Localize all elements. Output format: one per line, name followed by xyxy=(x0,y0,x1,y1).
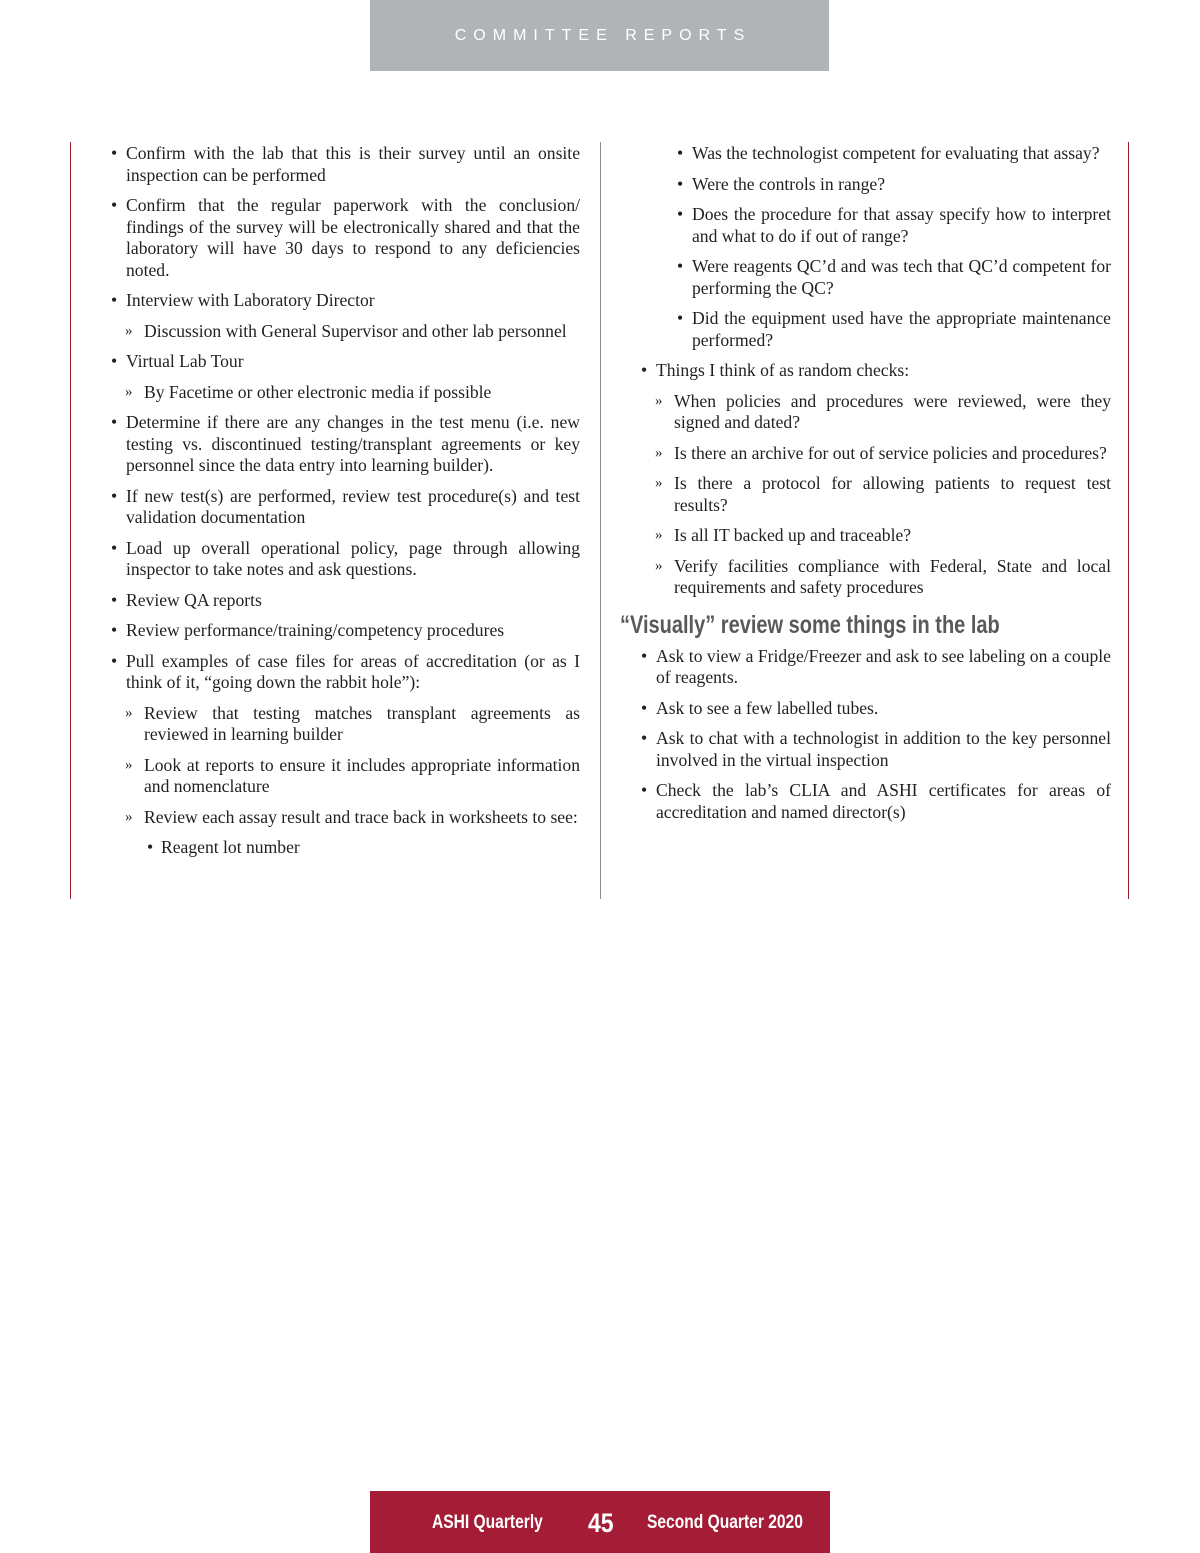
chevron-marker: » xyxy=(125,383,133,400)
page-number: 45 xyxy=(588,1508,614,1538)
sub-list-item xyxy=(622,525,1111,547)
list-item-text: Check the lab’s CLIA and ASHI certificates for areas of accreditation and named director(s) xyxy=(656,780,1111,822)
list-item-text: When policies and procedures were reviewed, were they signed and dated? xyxy=(674,390,1111,432)
sub-list-item xyxy=(108,382,580,404)
list-item-text: If new test(s) are performed, review test procedure(s) and test validation documentation xyxy=(126,485,580,527)
chevron-marker: » xyxy=(655,557,663,574)
sub-list-item xyxy=(622,556,1111,599)
list-item-text: Review each assay result and trace back in worksheets to see: xyxy=(144,806,578,827)
list-item-text: By Facetime or other electronic media if possible xyxy=(144,381,492,402)
list-item-text: Ask to see a few labelled tubes. xyxy=(656,697,879,718)
list-item xyxy=(622,698,1111,720)
list-item-text: Review that testing matches transplant agreements as reviewed in learning builder xyxy=(144,702,580,744)
list-item xyxy=(108,195,580,281)
publication-name: ASHI Quarterly xyxy=(432,1512,543,1533)
sub-list-item xyxy=(622,391,1111,434)
bullet-marker: • xyxy=(111,620,118,640)
list-item xyxy=(622,360,1111,382)
list-item xyxy=(622,646,1111,689)
bullet-marker: • xyxy=(677,204,684,224)
bullet-marker: • xyxy=(111,351,118,371)
list-item xyxy=(108,651,580,694)
bullet-marker: • xyxy=(111,589,118,610)
sub-sub-list-item xyxy=(622,308,1111,351)
list-item-text: Confirm that the regular paperwork with the conclusion/ findings of the survey will be electronically shared and that the laboratory will have 30 days to respond to any deficiencies noted. xyxy=(126,195,580,280)
sub-list-item xyxy=(622,443,1111,465)
list-item-text: Were the controls in range? xyxy=(692,173,886,194)
sub-sub-list-item xyxy=(622,174,1111,196)
list-item-text: Did the equipment used have the appropriate maintenance performed? xyxy=(692,308,1111,350)
list-item-text: Ask to chat with a technologist in addition to the key personnel involved in the virtual inspection xyxy=(656,728,1111,770)
list-item-text: Is there a protocol for allowing patients to request test results? xyxy=(674,473,1111,515)
sub-sub-list-item xyxy=(622,143,1111,165)
sub-sub-list-item xyxy=(622,256,1111,299)
bullet-marker: • xyxy=(147,837,154,857)
list-item-text: Things I think of as random checks: xyxy=(656,360,910,380)
bullet-marker: • xyxy=(641,645,648,666)
sub-list-item xyxy=(108,703,580,746)
bullet-marker: • xyxy=(641,728,648,748)
list-item xyxy=(108,538,580,581)
list-item-text: Is there an archive for out of service policies and procedures? xyxy=(674,442,1107,463)
list-item-text: Virtual Lab Tour xyxy=(126,351,244,371)
chevron-marker: » xyxy=(655,527,663,543)
bullet-marker: • xyxy=(641,697,648,718)
left-column xyxy=(108,143,580,868)
sub-list-item xyxy=(108,755,580,798)
bullet-marker: • xyxy=(111,537,118,558)
issue-date: Second Quarter 2020 xyxy=(647,1512,803,1533)
chevron-marker: » xyxy=(125,808,133,825)
sub-list-item xyxy=(108,807,580,829)
sub-list-item xyxy=(108,321,580,343)
bullet-marker: • xyxy=(111,290,118,310)
bullet-marker: • xyxy=(111,412,118,432)
footer-bar xyxy=(370,1491,830,1553)
list-item-text: Is all IT backed up and traceable? xyxy=(674,525,912,545)
left-margin-rule xyxy=(70,142,71,899)
right-margin-rule xyxy=(1128,142,1129,899)
list-item-text: Reagent lot number xyxy=(161,837,300,857)
list-item-text: Interview with Laboratory Director xyxy=(126,290,375,310)
list-item xyxy=(108,351,580,373)
right-column xyxy=(622,143,1111,832)
list-item xyxy=(108,590,580,612)
list-item xyxy=(622,728,1111,771)
bullet-marker: • xyxy=(677,256,684,276)
list-item-text: Was the technologist competent for evaluating that assay? xyxy=(692,143,1100,163)
bullet-marker: • xyxy=(111,650,118,671)
list-item xyxy=(108,486,580,529)
list-item xyxy=(108,412,580,477)
bullet-marker: • xyxy=(111,485,118,506)
list-item-text: Discussion with General Supervisor and other lab personnel xyxy=(144,320,567,341)
chevron-marker: » xyxy=(125,704,133,721)
list-item-text: Review QA reports xyxy=(126,589,262,610)
list-item-text: Ask to view a Fridge/Freezer and ask to see labeling on a couple of reagents. xyxy=(656,645,1111,687)
list-item xyxy=(622,780,1111,823)
section-header-bar xyxy=(370,0,829,71)
list-item xyxy=(108,290,580,312)
sub-list-item xyxy=(622,473,1111,516)
bullet-marker: • xyxy=(111,143,118,163)
bullet-marker: • xyxy=(677,173,684,194)
list-item-text: Determine if there are any changes in the test menu (i.e. new testing vs. discontinued testing/transplant agreements or key personnel since the data entry into learning builder). xyxy=(126,412,580,475)
bullet-marker: • xyxy=(641,780,648,800)
list-item-text: Pull examples of case files for areas of accreditation (or as I think of it, “going down the rabbit hole”): xyxy=(126,650,580,692)
list-item-text: Load up overall operational policy, page through allowing inspector to take notes and ask questions. xyxy=(126,537,580,579)
sub-sub-list-item xyxy=(622,204,1111,247)
list-item-text: Look at reports to ensure it includes appropriate information and nomenclature xyxy=(144,754,580,796)
chevron-marker: » xyxy=(655,392,663,409)
section-title: COMMITTEE REPORTS xyxy=(454,26,752,44)
bullet-marker: • xyxy=(677,308,684,328)
bullet-marker: • xyxy=(641,360,648,380)
chevron-marker: » xyxy=(655,444,663,461)
list-item-text: Review performance/training/competency procedures xyxy=(126,620,505,640)
list-item xyxy=(108,620,580,642)
bullet-marker: • xyxy=(111,195,118,215)
column-divider xyxy=(600,142,601,899)
list-item xyxy=(108,143,580,186)
bullet-marker: • xyxy=(677,143,684,163)
chevron-marker: » xyxy=(125,756,133,773)
section-heading: “Visually” review some things in the lab xyxy=(620,610,1000,639)
list-item-text: Verify facilities compliance with Federal, State and local requirements and safety procedures xyxy=(674,555,1111,597)
chevron-marker: » xyxy=(125,322,133,339)
list-item-text: Were reagents QC’d and was tech that QC’d competent for performing the QC? xyxy=(692,256,1111,298)
sub-sub-list-item xyxy=(108,837,580,859)
list-item-text: Does the procedure for that assay specify how to interpret and what to do if out of range? xyxy=(692,204,1111,246)
list-item-text: Confirm with the lab that this is their survey until an onsite inspection can be performed xyxy=(126,143,580,185)
chevron-marker: » xyxy=(655,475,663,491)
